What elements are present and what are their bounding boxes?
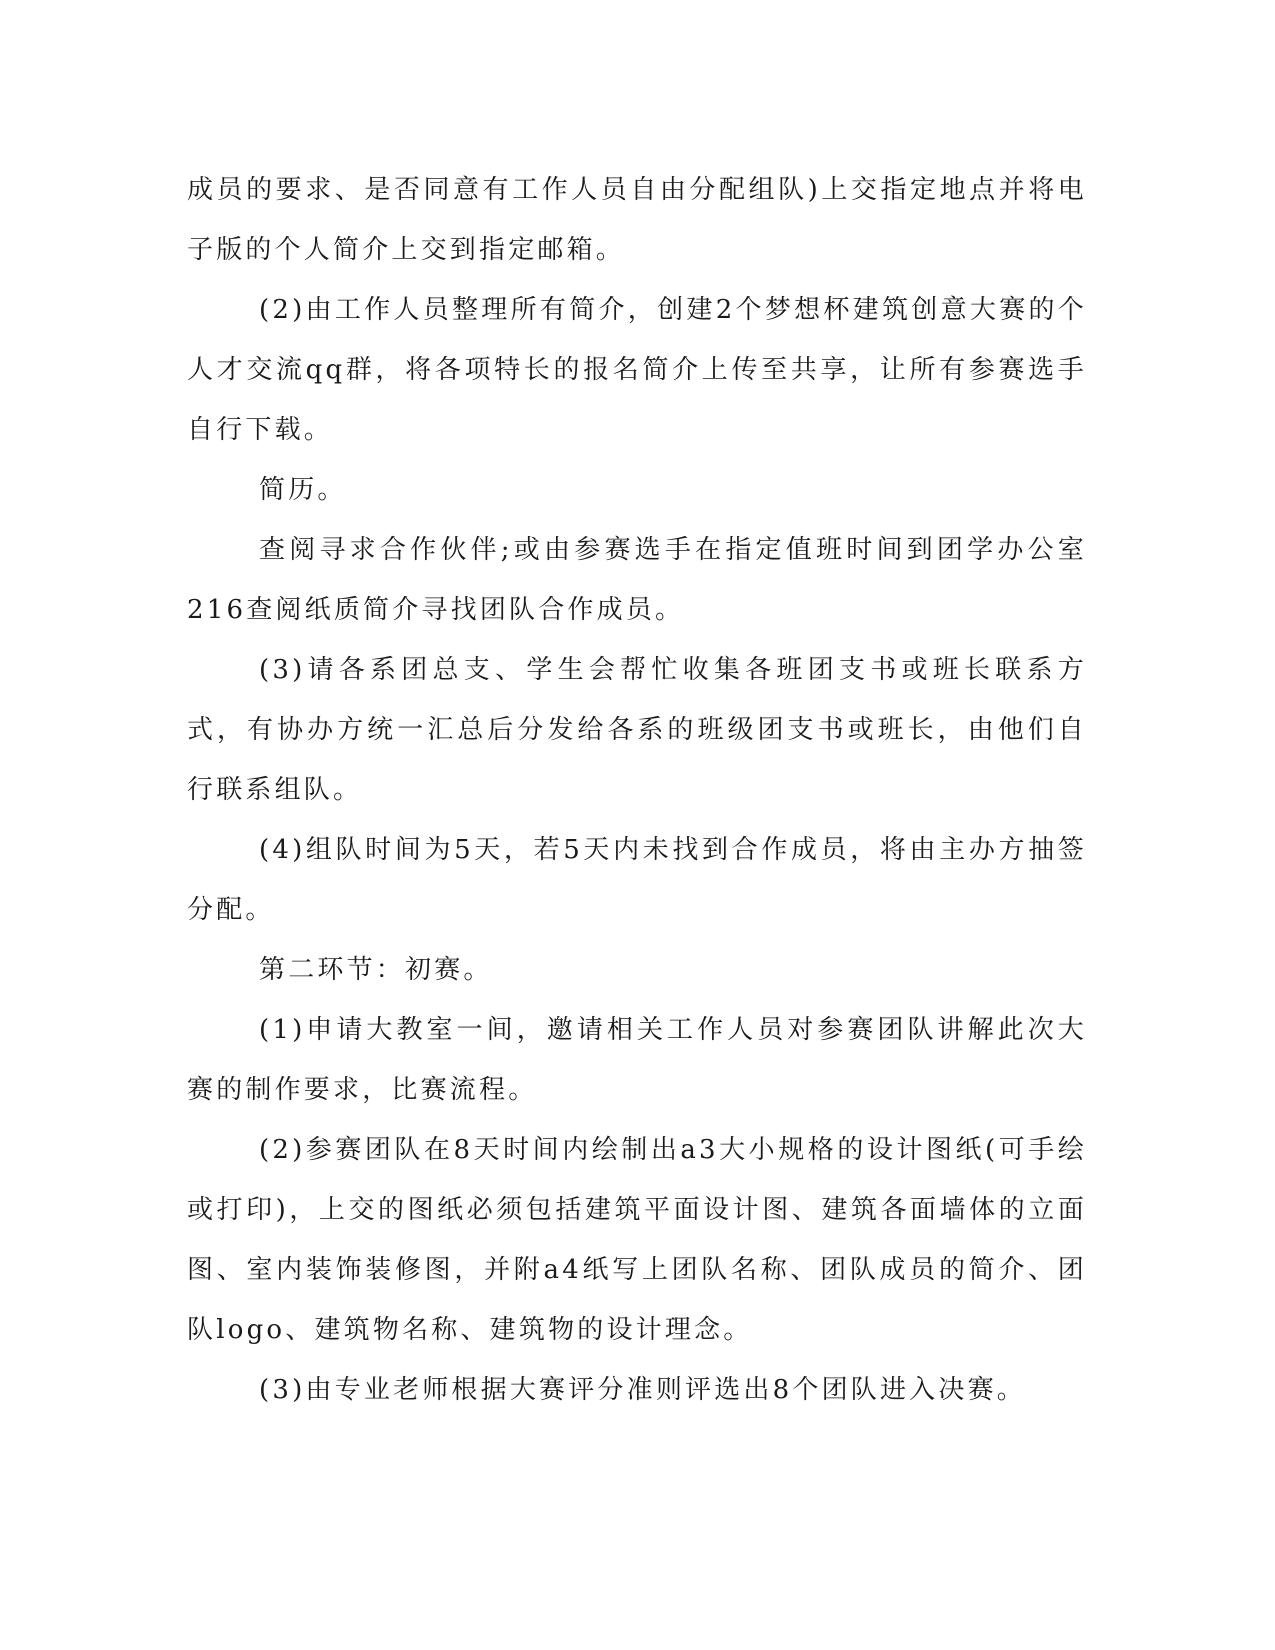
paragraph-10: (3)由专业老师根据大赛评分准则评选出8个团队进入决赛。 [259,1375,1026,1405]
paragraph-5: (3)请各系团总支、学生会帮忙收集各班团支书或班长联系方式，有协办方统一汇总后分发给各系的班级团支书或班长，由他们自行联系组队。 [187,655,1087,805]
paragraph-2: (2)由工作人员整理所有简介，创建2个梦想杯建筑创意大赛的个人才交流qq群，将各项特长的报名简介上传至共享，让所有参赛选手自行下载。 [187,295,1087,445]
paragraph-3: 简历。 [259,475,347,505]
section-heading-stage-two: 第二环节：初赛。 [259,955,493,985]
paragraph-8: (1)申请大教室一间，邀请相关工作人员对参赛团队讲解此次大赛的制作要求，比赛流程。 [187,1015,1087,1105]
paragraph-4: 查阅寻求合作伙伴;或由参赛选手在指定值班时间到团学办公室216查阅纸质简介寻找团队合作成员。 [187,535,1087,625]
paragraph-6: (4)组队时间为5天，若5天内未找到合作成员，将由主办方抽签分配。 [187,835,1087,925]
paragraph-1: 成员的要求、是否同意有工作人员自由分配组队)上交指定地点并将电子版的个人简介上交到指定邮箱。 [187,175,1087,265]
document-body [187,160,1087,1420]
paragraph-9: (2)参赛团队在8天时间内绘制出a3大小规格的设计图纸(可手绘或打印)，上交的图纸必须包括建筑平面设计图、建筑各面墙体的立面图、室内装饰装修图，并附a4纸写上团队名称、团队成员的简介、团队logo、建筑物名称、建筑物的设计理念。 [187,1135,1087,1345]
